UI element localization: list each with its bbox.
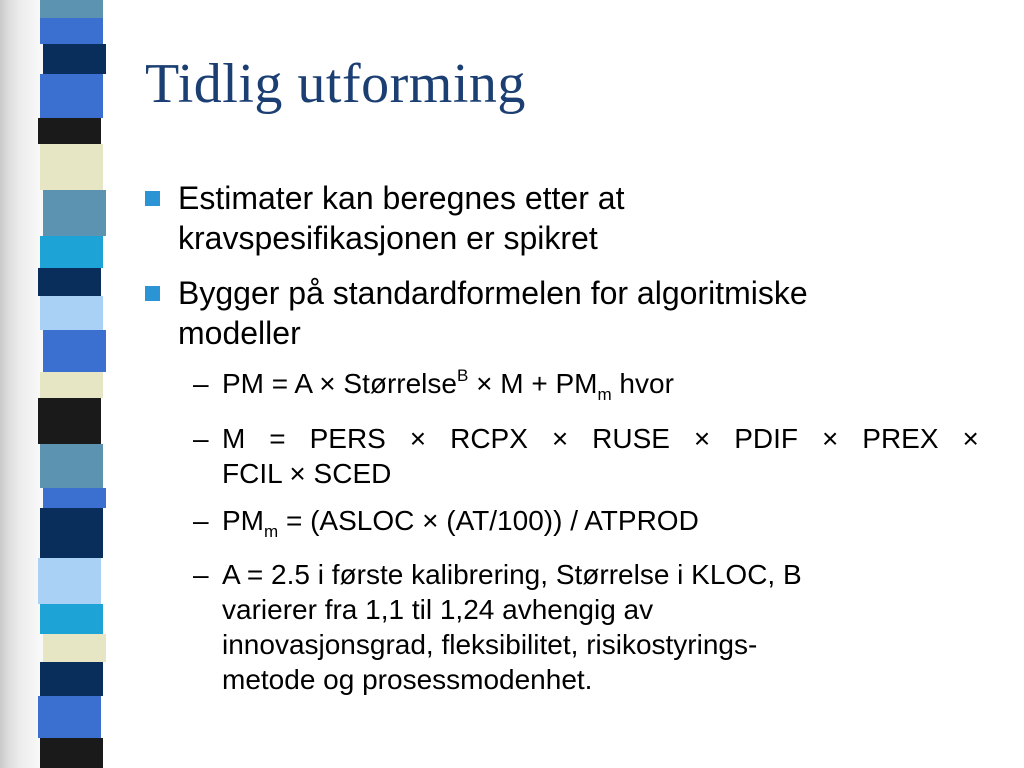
slide-title: Tidlig utforming [145, 53, 526, 115]
bullet-line: Bygger på standardformelen for algoritmiske [178, 275, 808, 311]
explanation-text [222, 557, 802, 697]
bullet-line: modeller [178, 315, 301, 351]
formula-m-line: FCIL × SCED [222, 458, 392, 489]
formula-pmm: $PM_m$ = (ASLOC × (AT/100)) / ATPROD [222, 505, 699, 541]
explanation-line: varierer fra 1,1 til 1,24 avhengig av [222, 594, 654, 625]
formula-pm: PM = A × Størrelse$^B$ × $M + PM_m$ hvor [222, 366, 674, 404]
bullet-line: Estimater kan beregnes etter at [178, 180, 625, 216]
bullet-line: kravspesifikasjonen er spikret [178, 220, 598, 256]
square-bullet-icon [145, 191, 160, 206]
dash-bullet-icon: – [193, 559, 209, 590]
square-bullet-icon [145, 286, 160, 301]
explanation-line: innovasjonsgrad, fleksibilitet, risikostyrings- [222, 629, 758, 660]
dash-bullet-icon: – [193, 505, 209, 536]
formula-m-line: M = PERS × RCPX × RUSE × PDIF × PREX × [222, 423, 979, 454]
explanation-line: metode og prosessmodenhet. [222, 664, 593, 695]
formula-m [222, 421, 979, 491]
dash-bullet-icon: – [193, 368, 209, 399]
dash-bullet-icon: – [193, 423, 209, 454]
explanation-line: A = 2.5 i første kalibrering, Størrelse i KLOC, B [222, 559, 802, 590]
